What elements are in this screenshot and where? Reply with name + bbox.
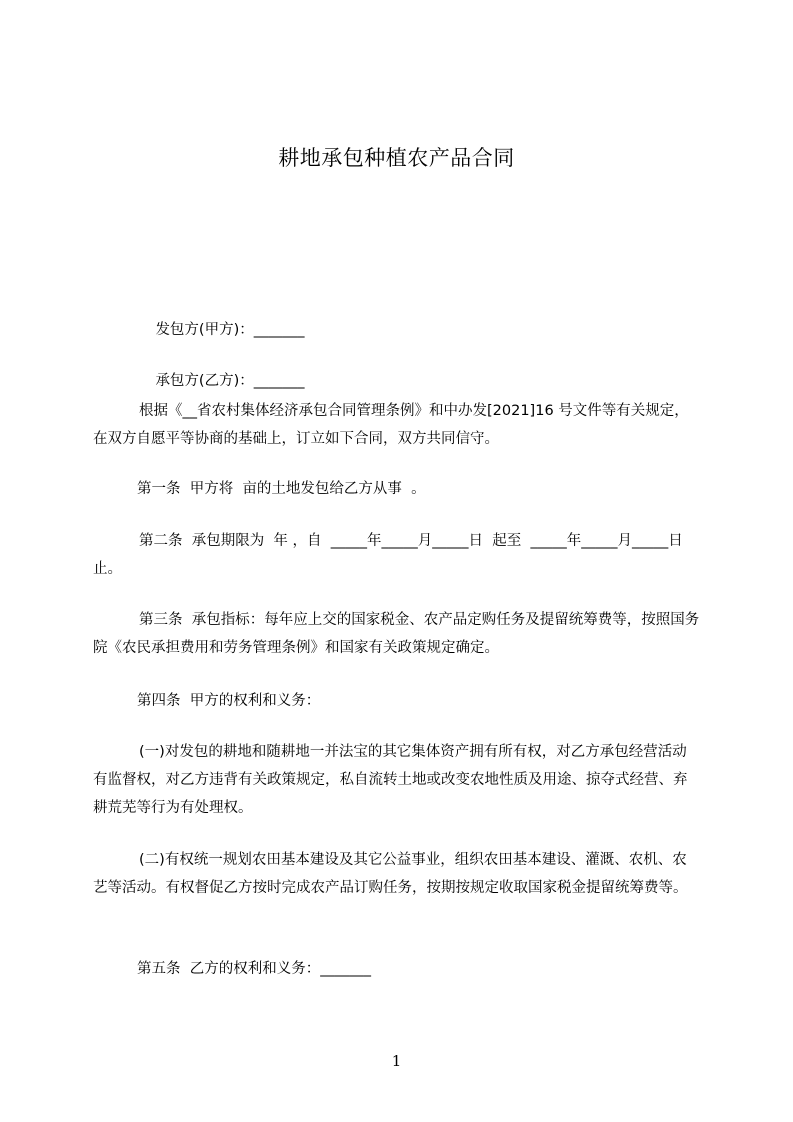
article-1: 第一条 甲方将 亩的土地发包给乙方从事 。 <box>137 481 426 497</box>
article-3: 第三条 承包指标：每年应上交的国家税金、农产品定购任务及提留统筹费等，按照国务院《农民承担费用和劳务管理条例》和国家有关政策规定确定。 <box>93 612 700 656</box>
party-b-text: 承包方(乙方)：_______ <box>155 373 305 389</box>
article-5-heading: 第五条 乙方的权利和义务：_______ <box>137 961 371 977</box>
party-a-text: 发包方(甲方)：_______ <box>155 322 305 338</box>
article-4-item-2: (二)有权统一规划农田基本建设及其它公益事业，组织农田基本建设、灌溉、农机、农艺等活动。有权督促乙方按时完成农产品订购任务，按期按规定收取国家税金提留统筹费等。 <box>93 852 688 896</box>
page-number: 1 <box>391 1052 402 1070</box>
document-title: 耕地承包种植农产品合同 <box>278 146 515 170</box>
article-2: 第二条 承包期限为 年 ，自 _____年_____月_____日 起至 _____年_____月_____日止。 <box>93 533 683 577</box>
preamble-paragraph: 根据《__省农村集体经济承包合同管理条例》和中办发[2021]16 号文件等有关规定，在双方自愿平等协商的基础上，订立如下合同，双方共同信守。 <box>93 403 689 447</box>
article-4-item-1: (一)对发包的耕地和随耕地一并法宝的其它集体资产拥有所有权，对乙方承包经营活动有监督权，对乙方违背有关政策规定，私自流转土地或改变农地性质及用途、掠夺式经营、弃耕荒芜等行为有处理权。 <box>93 744 688 816</box>
article-4-heading: 第四条 甲方的权利和义务： <box>137 693 321 709</box>
